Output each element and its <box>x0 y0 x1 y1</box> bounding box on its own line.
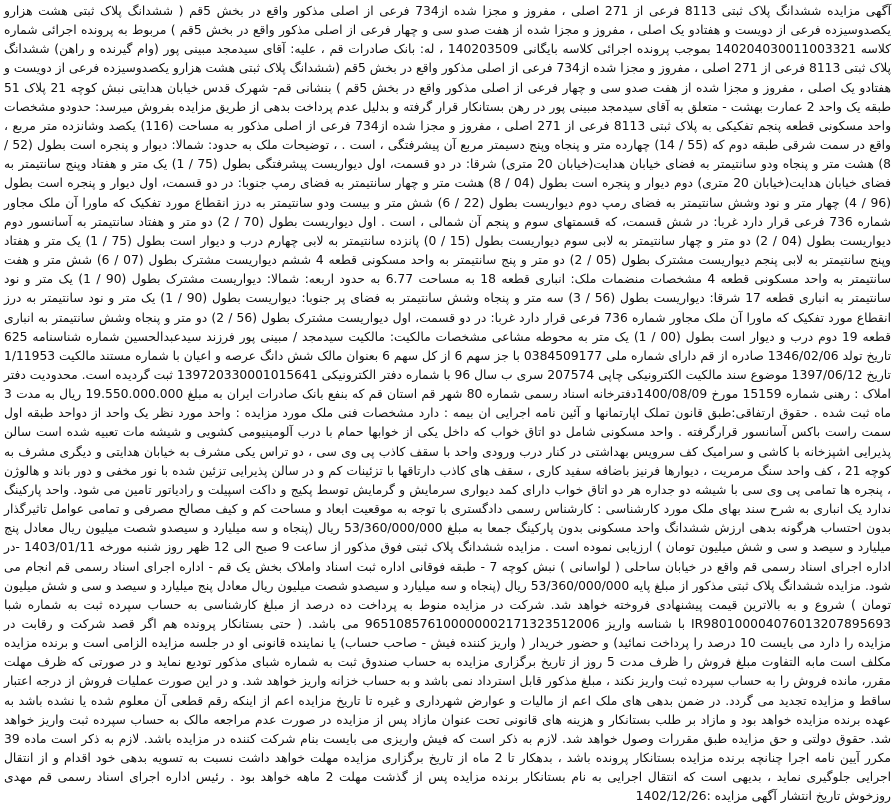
auction-notice-body: آگهی مزایده ششدانگ پلاک ثبتی 8113 فرعی از 271 اصلی ، مفروز و مجزا شده از734 فرعی از اصلی مذکور واقع در بخش 5قم ( ششدانگ پلاک ثبتی هشت هزارو یکصدوسیزده فرعی از دویست و هفتادو یک اصلی ، مفروز و مجزا شده از هفت صدو سی و چهار فرعی از اصلی مذکور واقع در بخش 5قم ) مربوط به پرونده اجرائی شماره کلاسه 140204030011003321 بموجب پرونده اجرائی کلاسه بایگانی 140203509 ، له: بانک صادرات قم ، علیه: آقای سیدمجد مبینی پور (وام گیرنده و راهن) ششدانگ پلاک ثبتی 8113 فرعی از 271 اصلی ، مفروز و مجزا شده از734 فرعی از اصلی مذکور واقع در بخش 5قم (ششدانگ پلاک ثبتی هشت هزارو یکصدوسیزده فرعی از دویست و هفتادو یک اصلی ، مفروز و مجزا شده از هفت صدو سی و چهار فرعی از اصلی مذکور واقع در بخش 5قم ) بنشانی قم- شهرک قدس خیابان هدایتی نبش کوچه 21 پلاک 51 طبقه یک واحد 2 عمارت بهشت - متعلق به آقای سیدمجد مبینی پور در رهن بستانکار قرار گرفته و بدلیل عدم پرداخت بدهی از طریق مزایده بفروش میرسد: حدودو مشخصات واحد مسکونی قطعه پنجم تفکیکی به پلاک ثبتی 8113 فرعی از 271 اصلی ، مفروز و مجزا شده از734 فرعی از اصلی مذکور به مساحت (116) یکصد وشانزده متر مربع ، واقع در سمت شرقی طبقه دوم که (55 / 14) چهارده متر و پنجاه وپنج دسیمتر مربع آن پیشرفتگی ، است . ، توضیحات ملک به حدود: شمالا: دیوار و پنجره است بطول (52 / 8) هشت متر و پنجاه ودو سانتیمتر به فضای خیابان هدایت(خیابان 20 متری) شرقا: در دو قسمت، اول دیواریست پیشرفتگی بطول (75 / 1) یک متر و هفتاد وپنج سانتیمتر به فضای خیابان هدایت(خیابان 20 متری) دوم دیوار و پنجره است بطول (04 / 8) هشت متر و چهار سانتیمتر به فضای رمپ جنوبا: در دو قسمت، اول دیوار و پنجره است بطول (96 / 4) چهار متر و نود وشش سانتیمتر به فضای رمپ دوم دیواریست بطول (22 / 6) شش متر و بیست ودو سانتیمتر به درز انقطاع مورد تفکیک که ماورا آن ملک مجاور شماره 736 فرعی قرار دارد غربا: در شش قسمت، که قسمتهای سوم و پنجم آن شمالی ، است . اول دیواریست بطول (70 / 2) دو متر و هفتاد سانتیمتر به آسانسور دوم دیواریست بطول (04 / 2) دو متر و چهار سانتیمتر به لابی سوم دیواریست بطول (15 / 0) پانزده سانتیمتر به لابی چهارم درب و دیوار است بطول (75 / 1) یک متر و هفتاد وپنج سانتیمتر به لابی پنجم دیواریست مشترک بطول (05 / 2) دو متر و پنج سانتیمتر به واحد مسکونی قطعه 4 ششم دیواریست مشترک بطول (07 / 6) شش متر و هفت سانتیمتر به واحد مسکونی قطعه 4 مشخصات منضمات ملک: انباری قطعه 18 به مساحت 6.77 به حدود اربعه: شمالا: دیواریست مشترک بطول (90 / 1) یک متر و نود سانتیمتر به انباری قطعه 17 شرقا: دیواریست بطول (56 / 3) سه متر و پنجاه وشش سانتیمتر به فضای پر جنوبا: دیواریست بطول (90 / 1) یک متر و نود سانتیمتر به درز انقطاع مورد تفکیک که ماورا آن ملک مجاور شماره 736 فرعی قرار دارد غربا: در دو قسمت، اول دیواریست مشترک بطول (56 / 2) دو متر و پنجاه وشش سانتیمتر به انباری قطعه 19 دوم درب و دیوار است بطول (00 / 1) یک متر به محوطه مشاعی مشخصات مالکیت: مالکیت سیدمجد / مبینی پور فرزند سیدعبدالحسین شماره شناسنامه 625 تاریخ تولد 1346/02/06 صادره از قم دارای شماره ملی 0384509177 با جز سهم 6 از کل سهم 6 بعنوان مالک شش دانگ عرصه و اعیان با شماره مستند مالکیت 1/11953 تاریخ 1397/06/12 موضوع سند مالکیت الکترونیکی چاپی 207574 سری ب سال 96 با شماره دفتر الکترونیکی 139720330001015641 ثبت گردیده است. محدودیت دفتر املاک : رهنی شماره 15159 مورخ 1400/08/09دفترخانه اسناد رسمی شماره 80 شهر قم استان قم که بنفع بانک صادرات ایران به مبلغ 19.550.000.000 ریال به مدت 3 ماه ثبت شده . حقوق ارتفاقی:طبق قانون تملک اپارتمانها و آئین نامه اجرایی ان بیمه : دارد مشخصات فنی ملک مورد مزایده : واحد مورد نظر یک واحد از دواحد طبقه اول سمت راست باکس آسانسور قرارگرفته . واحد مسکونی شامل دو اتاق خواب که داخل یکی از خوابها حمام با درب آلومینیومی کشویی و شیشه مات تعبیه شده است سالن پذیرایی اشپزخانه با کاشی و سرامیک کف سرویس بهداشتی در کنار درب ورودی واحد با سقف کاذب پی وی سی ، دو تراس یکی مشرف به خیابان هدایتی و دیگری مشرف به کوچه 21 ، کف واحد سنگ مرمریت ، دیوارها فرنیز باضافه سفید کاری ، سقف های کاذب دارتاقها با تزئینات کم و در سالن پذیرایی تزئین شده با نور مخفی و دور باند و هالوژن ، پنجره ها تمامی پی وی سی با شیشه دو جداره هر دو اتاق خواب دارای کمد دیواری سرمایش و گرمایش توسط پکیج و داکت اسپیلت و رادیاتور تامین می شود. واحد پارکینگ ندارد یک انباری به شرح سند بهای ملک مورد کارشناسی : کارشناس رسمی دادگستری با توجه به موقعیت ابعاد و مساحت کم و کیف مصالح مصرفی و تمامی عوامل تاثیرگذار بدون احتساب هرگونه بدهی ارزش ششدانگ واحد مسکونی بدون پارکینگ جمعا به مبلغ 53/360/000/000 ریال (پنجاه و سه میلیارد و سیصدو شصت میلیون ریال معادل پنج میلیارد و سیصد و سی و شش میلیون تومان ) ارزیابی نموده است . مزایده ششدانگ پلاک ثبتی فوق مذکور از ساعت 9 صبح الی 12 ظهر روز شنبه مورخه 1403/01/11 -در اداره اجرای اسناد رسمی قم واقع در خیابان ساحلی ( لواسانی ) نبش کوچه 7 - طبقه فوقانی اداره ثبت اسناد واملاک بخش یک قم - اداره اجرای اسناد رسمی قم انجام می شود. مزایده ششدانگ پلاک ثبتی مذکور از مبلغ پایه 53/360/000/000 ریال (پنجاه و سه میلیارد و سیصدو شصت میلیون ریال معادل پنج میلیارد و سیصد و سی و شش میلیون تومان ) شروع و به بالاترین قیمت پیشنهادی فروخته خواهد شد. شرکت در مزایده منوط به پرداخت ده درصد از مبلغ کارشناسی به حساب سپرده ثبت به شماره شبا IR980100004076013207895693 با شناسه واریز 965108576100000002171323512006 می باشد. ( حتی بستانکار پرونده هم اگر قصد شرکت و رقابت در مزایده را دارد می بایست 10 درصد را پرداخت نمائید) و حضور خریدار ( واریز کننده فیش - صاحب حساب) یا نماینده قانونی او در جلسه مزایده الزامی است و برنده مزایده مکلف است مابه التفاوت مبلغ فروش را ظرف مدت 5 روز از تاریخ برگزاری مزایده به حساب صندوق ثبت به شماره شبای مذکور تودیع نماید و در صورتی که ظرف مهلت مقرر، مانده فروش را به حساب سپرده ثبت واریز نکند ، مبلغ مذکور قابل استرداد نمی باشد و به حساب خزانه واریز خواهد شد. و در این صورت عملیات فروش از درجه اعتبار ساقط و مزایده تجدید می گردد. در ضمن بدهی های ملک اعم از مالیات و عوارض شهرداری و غیره تا تاریخ مزایده اعم از اینکه رقم قطعی آن معلوم شده یا نشده باشد به عهده برنده مزایده خواهد بود و مازاد بر طلب بستانکار و هزینه های قانونی تحت عنوان مازاد پس از مزایده در صورت عدم مراجعه مالک به حساب سپرده ثبت واریز خواهد شد. حقوق دولتی و حق مزایده طبق مقررات وصول خواهد شد. لازم به ذکر است که فیش واریزی می بایست بنام شرکت کننده در مزایده باشد. لازم به ذکر است ماده 39 مکرر آیین نامه اجرا چنانچه برنده مزایده بستانکار پرونده باشد ، بدهکار تا 2 ماه از تاریخ برگزاری مزایده مهلت خواهد داشت نسبت به تسویه بدهی خود اقدام و از انتقال اجرایی جلوگیری نماید ، بدیهی است که انتقال اجرایی به نام بستانکار برنده مزایده پس از گذشت مهلت 2 ماهه خواهد بود . رئیس اداره اجرای اسناد رسمی قم مهدی روزخوش تاریخ انتشار آگهی مزایده :1402/12/26 <box>4 4 892 804</box>
